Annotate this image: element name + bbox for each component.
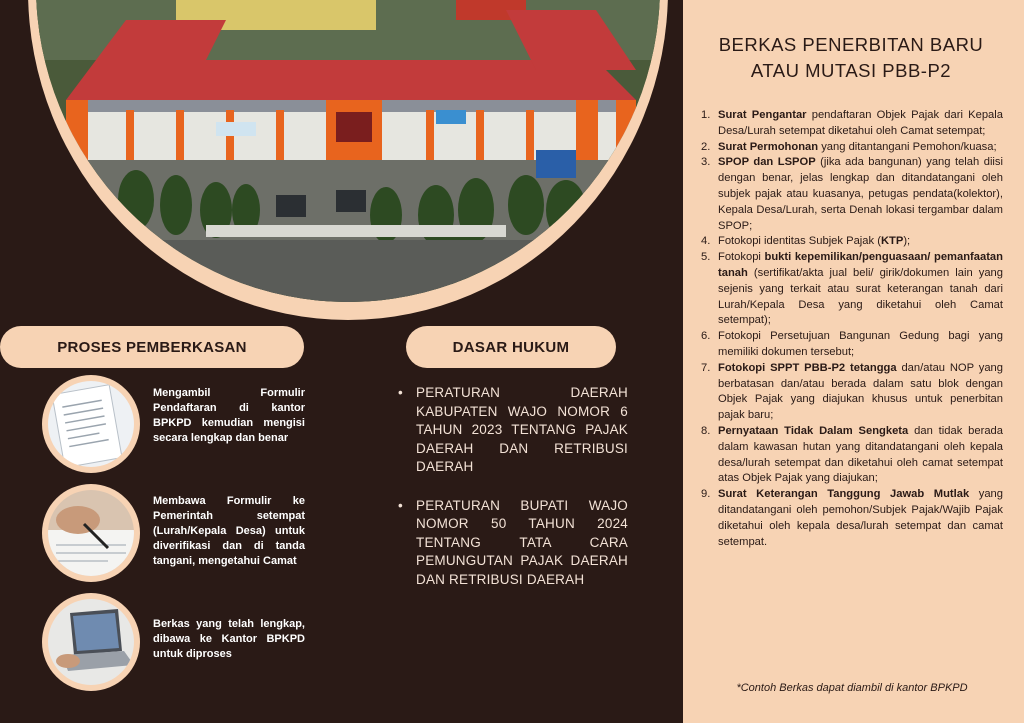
step-3-text: Berkas yang telah lengkap, dibawa ke Kantor BPKPD untuk diproses bbox=[153, 618, 305, 660]
step-1-image bbox=[42, 375, 140, 473]
requirement-item: 2. Surat Permohonan yang ditantangani Pemohon/kuasa; bbox=[701, 140, 997, 153]
step-2-text: Membawa Formulir ke Pemerintah setempat (Lurah/Kepala Desa) untuk diverifikasi dan di tanda tangani, mengetahui Camat bbox=[153, 495, 305, 567]
dasar-hukum-title: DASAR HUKUM bbox=[406, 326, 616, 368]
requirements-list bbox=[701, 108, 1003, 550]
signing-icon bbox=[48, 490, 134, 576]
requirement-item: 6. Fotokopi Persetujuan Bangunan Gedung bagi yang memiliki dokumen tersebut; bbox=[701, 330, 1003, 358]
laptop-icon bbox=[48, 599, 134, 685]
requirement-item: 4. Fotokopi identitas Subjek Pajak (KTP); bbox=[701, 235, 911, 248]
requirement-item: 8. Pernyataan Tidak Dalam Sengketa dan tidak berada dalam kawasan hutan yang ditandatangani oleh kepala desa/lurah setempat dan diketahui oleh camat setempat atas Objek Pajak yang diajukan; bbox=[701, 424, 1003, 485]
requirements-title: BERKAS PENERBITAN BARU ATAU MUTASI PBB-P2 bbox=[718, 34, 984, 81]
right-panel bbox=[683, 0, 1024, 723]
requirement-item: 5. Fotokopi bukti kepemilikan/penguasaan/ pemanfaatan tanah (sertifikat/akta jual beli/ girik/dokumen lain yang sejenis yang terkait atau surat keterangan tanah dari Lurah/Kepala Desa yang diketahui oleh Camat setempat); bbox=[701, 251, 1003, 327]
law-list bbox=[396, 384, 628, 609]
step-3-image bbox=[42, 593, 140, 691]
requirement-item: 7. Fotokopi SPPT PBB-P2 tetangga dan/atau NOP yang berbatasan dan/atau berada dalam satu blok dengan Objek Pajak yang diajukan khusus untuk penerbitan pajak baru; bbox=[701, 361, 1003, 422]
requirement-item: 1. Surat Pengantar pendaftaran Objek Pajak dari Kepala Desa/Lurah setempat diketahui oleh Camat setempat; bbox=[701, 109, 1003, 137]
form-icon bbox=[48, 381, 134, 467]
proses-pemberkasan-title: PROSES PEMBERKASAN bbox=[0, 326, 304, 368]
building-illustration bbox=[36, 0, 660, 302]
step-1-text: Mengambil Formulir Pendaftaran di kantor BPKPD kemudian mengisi secara lengkap dan benar bbox=[153, 387, 305, 444]
law-item: • PERATURAN DAERAH KABUPATEN WAJO NOMOR 6 TAHUN 2023 TENTANG PAJAK DAERAH DAN RETRIBUSI DAERAH bbox=[396, 384, 628, 477]
requirement-item: 3. SPOP dan LSPOP (jika ada bangunan) yang telah diisi dengan benar, jelas lengkap dan ditandatangani oleh subjek pajak atau kuasanya, petugas pendata(kolektor), Kepala Desa/Lurah, serta Denah lokasi tergambar dalam SPOP; bbox=[701, 156, 1003, 232]
office-building-photo bbox=[36, 0, 660, 302]
step-2-image bbox=[42, 484, 140, 582]
law-item: • PERATURAN BUPATI WAJO NOMOR 50 TAHUN 2024 TENTANG TATA CARA PEMUNGUTAN PAJAK DAERAH DAN RETRIBUSI DAERAH bbox=[396, 497, 628, 590]
requirement-item: 9. Surat Keterangan Tanggung Jawab Mutlak yang ditandatangani oleh pemohon/Subjek Pajak/Wajib Pajak diketahui oleh kepala desa/lurah setempat dan camat setempat. bbox=[701, 488, 1003, 548]
footnote: *Contoh Berkas dapat diambil di kantor BPKPD bbox=[736, 682, 968, 694]
